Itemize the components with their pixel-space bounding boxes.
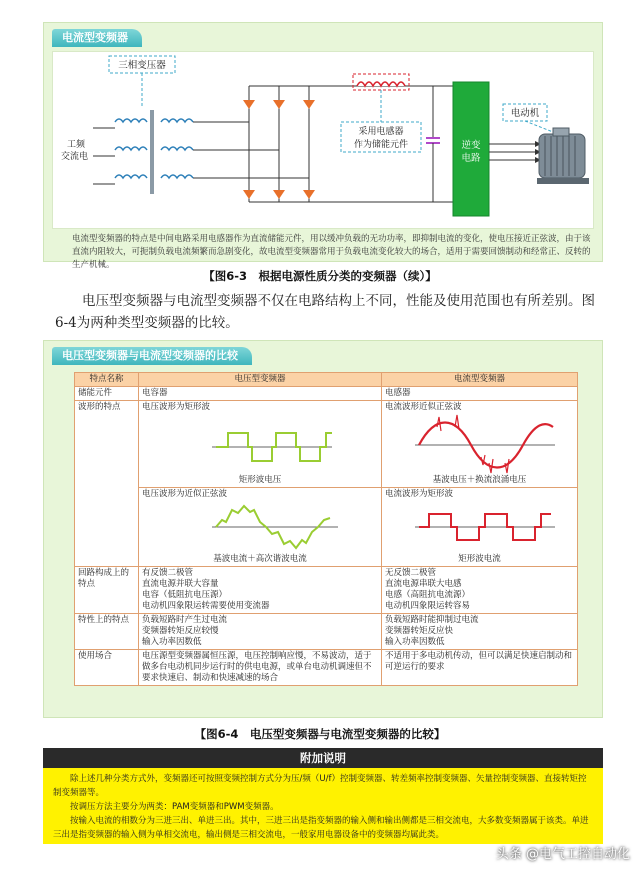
inductor-coil — [357, 82, 405, 86]
header-current-type: 电流型变频器 — [382, 373, 578, 387]
watermark: 头条 @电气工控自动化 — [495, 847, 630, 862]
waveform-voltage-bottom-text: 电压波形为近似正弦波 — [142, 489, 228, 499]
characteristics-current — [382, 614, 578, 650]
note-body — [53, 772, 593, 842]
inductor-label-1: 采用电感器 — [358, 127, 404, 137]
list-item: 电容（低阻抗电压源） — [142, 590, 228, 600]
list-item: 电感（高阻抗电流源） — [385, 590, 471, 600]
table-row — [75, 650, 578, 686]
additional-note-box — [43, 748, 603, 844]
storage-current: 电感器 — [382, 387, 578, 401]
waveform-voltage-top — [139, 401, 382, 488]
list-item: 输入功率因数低 — [385, 637, 445, 647]
inverter-label-1: 逆变 — [461, 140, 481, 151]
table-row — [75, 401, 578, 488]
characteristics-voltage — [139, 614, 382, 650]
list-item: 直流电源串联大电感 — [385, 579, 462, 589]
figure-caption-6-4: 【图6-4 电压型变频器与电流型变频器的比较】 — [194, 727, 446, 741]
wave-label-sine-current: 基波电压＋换流浪涌电压 — [432, 475, 527, 485]
circuit-current — [382, 567, 578, 614]
table-row — [75, 387, 578, 401]
list-item: 直流电源并联大容量 — [142, 579, 219, 589]
list-item: 负载短路时能抑制过电流 — [385, 615, 479, 625]
row-name-waveform: 波形的特点 — [75, 401, 139, 567]
body-paragraph: 电压型变频器与电流型变频器不仅在电路结构上不同，性能及使用范围也有所差别。图6-4为两种类型变频器的比较。 — [55, 293, 595, 331]
circuit-voltage — [139, 567, 382, 614]
row-name-storage: 储能元件 — [75, 387, 139, 401]
circuit-diagram-svg — [53, 52, 593, 228]
wave-label-rect-current: 矩形波电流 — [458, 554, 501, 564]
row-name-circuit: 回路构成上的特点 — [75, 567, 139, 614]
table-row — [75, 614, 578, 650]
sine-current-wave — [385, 413, 573, 475]
waveform-voltage-top-text: 电压波形为矩形波 — [142, 402, 211, 412]
list-item: 负载短路时产生过电流 — [142, 615, 228, 625]
rectangular-current-wave — [385, 500, 573, 554]
transformer-label: 三相变压器 — [118, 60, 166, 71]
waveform-current-top — [382, 401, 578, 488]
list-item: 输入功率因数低 — [142, 637, 202, 647]
header-feature: 特点名称 — [75, 373, 139, 387]
note-paragraph-2: 按调压方法主要分为两类：PAM变频器和PWM变频器。 — [70, 802, 279, 812]
current-inverter-description: 电流型变频器的特点是中间电路采用电感器作为直流储能元件，用以缓冲负载的无功功率，即抑制电流的变化，使电压接近正弦波，由于该直流内阻较大，可扼制负载电流频繁而急剧变化，故电流型变频器常用于负载电流变化较大的场合，适用于需要回馈制动和经常正、反转的生产机械。 — [72, 234, 591, 270]
usage-voltage: 电压源型变频器属恒压源，电压控制响应慢，不易波动，适于做多台电动机同步运行时的供电电源，或单台电动机调速但不要求快速启、制动和快速减速的场合 — [139, 650, 382, 686]
wave-label-sine-voltage: 基波电流＋高次谐波电流 — [213, 554, 307, 564]
storage-voltage: 电容器 — [139, 387, 382, 401]
inverter-label-2: 电路 — [461, 153, 481, 164]
motor-icon — [537, 128, 589, 184]
note-paragraph-3: 按输入电流的相数分为三进三出、单进三出。其中，三进三出是指变频器的输入侧和输出侧都是三相交流电，大多数变频器属于该类。单进三出是指变频器的输入侧为单相交流电，输出侧是三相交流电，一般家用电器设备中的变频器均属此类。 — [53, 816, 589, 840]
waveform-voltage-bottom — [139, 488, 382, 567]
source-label-2: 交流电 — [61, 152, 89, 162]
table-header-row — [75, 373, 578, 387]
current-inverter-panel — [43, 22, 603, 270]
row-name-characteristics: 特性上的特点 — [75, 614, 139, 650]
figure-caption-6-3: 【图6-3 根据电源性质分类的变频器（续）】 — [203, 269, 437, 283]
rectangular-voltage-wave — [142, 413, 378, 475]
comparison-table — [74, 372, 578, 686]
list-item: 电动机四象限运转需要使用变流器 — [142, 601, 270, 611]
panel-tab-current-inverter: 电流型变频器 — [52, 29, 142, 47]
usage-current: 不适用于多电动机传动，但可以满足快速启制动和可逆运行的要求 — [382, 650, 578, 686]
list-item: 有反馈二极管 — [142, 568, 194, 578]
waveform-current-bottom — [382, 488, 578, 567]
inductor-label-2: 作为储能元件 — [353, 140, 409, 150]
panel-tab-comparison: 电压型变频器与电流型变频器的比较 — [52, 347, 252, 365]
row-name-usage: 使用场合 — [75, 650, 139, 686]
wave-label-rect-voltage: 矩形波电压 — [238, 475, 282, 485]
circuit-diagram — [52, 51, 594, 229]
transformer-core — [150, 110, 154, 194]
waveform-current-bottom-text: 电流波形为矩形波 — [385, 489, 454, 499]
note-paragraph-1: 除上述几种分类方式外，变频器还可按照变频控制方式分为压/频（U/f）控制变频器、转差频率控制变频器、矢量控制变频器、直接转矩控制变频器等。 — [53, 774, 587, 798]
list-item: 变频器转矩反应快 — [385, 626, 454, 636]
table-row — [75, 567, 578, 614]
table-row — [75, 488, 578, 567]
sine-voltage-wave — [142, 500, 378, 554]
list-item: 电动机四象限运转容易 — [385, 601, 471, 611]
list-item: 变频器转矩反应较慢 — [142, 626, 219, 636]
note-title: 附加说明 — [43, 748, 603, 768]
motor-label: 电动机 — [510, 108, 540, 119]
header-voltage-type: 电压型变频器 — [139, 373, 382, 387]
list-item: 无反馈二极管 — [385, 568, 437, 578]
source-label-1: 工频 — [67, 140, 86, 150]
waveform-current-top-text: 电流波形近似正弦波 — [385, 402, 462, 412]
